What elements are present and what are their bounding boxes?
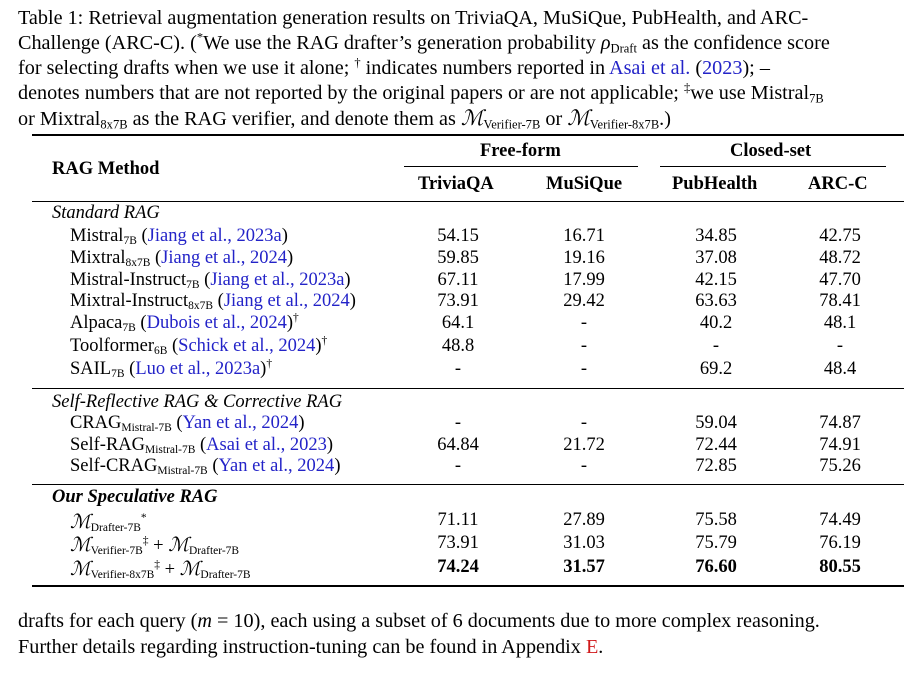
cell-arcc: 80.55	[819, 557, 861, 577]
cell-pubhealth: 69.2	[699, 359, 733, 379]
footnote-mark: *	[140, 512, 147, 525]
citation-link[interactable]: Jiang et al., 2023a	[210, 270, 345, 290]
reported-dagger-mark: †	[321, 335, 328, 348]
cell-triviaqa: 74.24	[437, 557, 479, 577]
cell-triviaqa: -	[454, 359, 462, 379]
cell-arcc: -	[836, 336, 844, 356]
closed-cmidrule	[660, 166, 886, 167]
cell-musique: 31.03	[563, 533, 605, 553]
cell-pubhealth: 40.2	[699, 313, 733, 333]
model-symbol: ℳ	[168, 533, 189, 556]
cell-arcc: 74.87	[819, 413, 861, 433]
cell-musique: 21.72	[563, 435, 605, 455]
citation-link[interactable]: Dubois et al., 2024	[146, 313, 287, 333]
top-rule	[32, 134, 904, 136]
method-name	[70, 557, 251, 581]
freeform-cmidrule	[404, 166, 638, 167]
cell-pubhealth: 72.44	[695, 435, 737, 455]
method-base-name: Mixtral	[70, 248, 126, 268]
model-subscript: Drafter-7B	[188, 545, 240, 558]
citation-link[interactable]: Schick et al., 2024	[178, 336, 316, 356]
cell-pubhealth: 72.85	[695, 456, 737, 476]
method-base-name: Self-RAG	[70, 435, 146, 455]
cell-arcc: 42.75	[819, 226, 861, 246]
table-row	[0, 226, 916, 248]
cell-pubhealth: 42.15	[695, 270, 737, 290]
header-rag-method: RAG Method	[52, 159, 160, 179]
header-arcc: ARC-C	[808, 174, 868, 194]
cell-triviaqa: 54.15	[437, 226, 479, 246]
cell-arcc: 48.72	[819, 248, 861, 268]
footnote-mark: ‡	[154, 559, 160, 572]
method-size-subscript: 7B	[111, 368, 125, 381]
body-line-1: drafts for each query (m = 10), each using a subset of 6 documents due to more complex reasoning.	[18, 610, 820, 632]
method-size-subscript: Mistral-7B	[121, 422, 172, 435]
cell-pubhealth: 63.63	[695, 291, 737, 311]
cell-pubhealth: 34.85	[695, 226, 737, 246]
header-musique: MuSiQue	[546, 174, 623, 194]
cell-pubhealth: 37.08	[695, 248, 737, 268]
body-paragraph	[18, 608, 908, 660]
caption-line-3: for selecting drafts when we use it alone; † indicates numbers reported in Asai et al. (2023); –	[18, 55, 770, 79]
model-symbol: ℳ	[70, 533, 91, 556]
cell-musique: 17.99	[563, 270, 605, 290]
method-base-name: SAIL	[70, 359, 112, 379]
table-row	[0, 510, 916, 535]
cell-arcc: 48.4	[823, 359, 857, 379]
section-rule-1	[32, 388, 904, 389]
method-name: Toolformer$_{6B}$ (Schick et al., 2024)†	[70, 335, 328, 358]
cell-triviaqa: 67.11	[437, 270, 479, 290]
bottom-rule	[32, 585, 904, 587]
model-symbol: ℳ	[179, 557, 201, 580]
method-name: Self-$CRAG_{Mistral-7B}$ (Yan et al., 2024)	[70, 456, 341, 478]
method-size-subscript: 7B	[123, 235, 137, 248]
method-base-name: Mistral-Instruct	[70, 270, 187, 290]
caption-line-5: or Mixtral$_{8x7B}$ as the RAG verifier, and denote them as ℳ$_{Verifier-7B}$ or ℳ$_{Verifier-8x7B}$.)	[18, 106, 671, 132]
method-name: Mixtral$_{8x7B}$ (Jiang et al., 2024)	[70, 248, 294, 270]
footnote-mark: ‡	[142, 535, 149, 548]
method-base-name: Toolformer	[70, 336, 154, 356]
method-size-subscript: 8x7B	[188, 300, 214, 313]
citation-link[interactable]: Yan et al., 2024	[182, 413, 299, 433]
method-size-subscript: 7B	[186, 279, 200, 292]
cell-arcc: 78.41	[819, 291, 861, 311]
table-row	[0, 359, 916, 381]
method-name	[70, 533, 239, 557]
cell-arcc: 75.26	[819, 456, 861, 476]
cell-pubhealth: -	[712, 336, 720, 356]
cell-triviaqa: -	[454, 456, 462, 476]
cell-musique: 19.16	[563, 248, 605, 268]
cell-triviaqa: 73.91	[437, 291, 479, 311]
model-subscript: Drafter-7B	[200, 569, 251, 582]
header-group-closed: Closed-set	[730, 141, 812, 161]
method-name: Mixtral-Instruct$_{8x7B}$ (Jiang et al., 2024)	[70, 291, 356, 313]
cell-arcc: 74.49	[819, 510, 861, 530]
method-size-subscript: Mistral-7B	[157, 465, 208, 478]
cell-musique: -	[580, 456, 588, 476]
cell-triviaqa: 59.85	[437, 248, 479, 268]
cell-musique: -	[580, 313, 588, 333]
section-title: Our Speculative RAG	[52, 487, 218, 507]
table-row	[0, 336, 916, 358]
cell-musique: 31.57	[563, 557, 605, 577]
caption-line-4: denotes numbers that are not reported by the original papers or are not applicable; ‡we use Mistral$_{7B}$	[18, 80, 824, 106]
cell-arcc: 48.1	[823, 313, 857, 333]
caption-line-1: Table 1: Retrieval augmentation generation results on TriviaQA, MuSiQue, PubHealth, and ARC-	[18, 7, 809, 29]
caption-line-2: Challenge (ARC-C). (*We use the RAG drafter’s generation probability $\rho_{Draft}$ as the confidence score	[18, 30, 830, 56]
cell-pubhealth: 59.04	[695, 413, 737, 433]
plus-sign: +	[148, 536, 169, 556]
table-row	[0, 435, 916, 457]
citation-link[interactable]: Jiang et al., 2024	[223, 291, 350, 311]
section-title: Self-Reflective RAG & Corrective RAG	[52, 392, 343, 412]
cell-musique: 16.71	[563, 226, 605, 246]
table-row	[0, 270, 916, 292]
appendix-reference-link[interactable]: E	[585, 636, 599, 658]
cell-musique: 27.89	[563, 510, 605, 530]
table-row	[0, 456, 916, 478]
reported-dagger-mark: †	[293, 312, 299, 325]
citation-link[interactable]: Jiang et al., 2024	[161, 248, 288, 268]
method-base-name: Alpaca	[70, 313, 123, 333]
method-name: $SAIL_{7B}$ (Luo et al., 2023a)†	[70, 358, 273, 381]
method-size-subscript: 7B	[122, 322, 136, 335]
cell-triviaqa: 64.1	[441, 313, 475, 333]
cell-musique: -	[580, 336, 588, 356]
method-base-name: CRAG	[70, 413, 122, 433]
table-row	[0, 291, 916, 313]
table-caption	[18, 6, 903, 132]
method-size-subscript: Mistral-7B	[145, 444, 196, 457]
citation-link[interactable]: Jiang et al., 2023a	[147, 226, 282, 246]
citation-link-asai-year[interactable]: 2023	[702, 57, 743, 79]
table-row	[0, 313, 916, 335]
method-name	[70, 510, 147, 534]
method-size-subscript: 6B	[153, 345, 168, 358]
cell-triviaqa: 71.11	[437, 510, 479, 530]
section-rule-2	[32, 484, 904, 485]
citation-link[interactable]: Asai et al., 2023	[206, 435, 327, 455]
table-row	[0, 557, 916, 582]
cell-triviaqa: 73.91	[437, 533, 479, 553]
model-symbol: ℳ	[70, 510, 91, 533]
method-name: Alpaca$_{7B}$ (Dubois et al., 2024)†	[70, 312, 299, 335]
cell-musique: -	[580, 359, 588, 379]
method-name: Mistral-Instruct$_{7B}$ (Jiang et al., 2023a)	[70, 270, 351, 292]
plus-sign: +	[159, 560, 180, 580]
citation-link[interactable]: Luo et al., 2023a	[135, 359, 261, 379]
cell-pubhealth: 76.60	[695, 557, 737, 577]
table-row	[0, 533, 916, 558]
cell-triviaqa: -	[454, 413, 462, 433]
method-name: Self-$RAG_{Mistral-7B}$ (Asai et al., 2023)	[70, 435, 334, 457]
cell-arcc: 47.70	[819, 270, 861, 290]
method-base-name: Self-CRAG	[70, 456, 158, 476]
model-subscript: Verifier-8x7B	[90, 569, 155, 582]
section-title: Standard RAG	[52, 203, 160, 223]
body-line-2: Further details regarding instruction-tuning can be found in Appendix E.	[18, 636, 604, 658]
header-midrule	[32, 201, 904, 202]
cell-arcc: 74.91	[819, 435, 861, 455]
table-row	[0, 413, 916, 435]
cell-pubhealth: 75.58	[695, 510, 737, 530]
citation-link[interactable]: Yan et al., 2024	[218, 456, 335, 476]
header-triviaqa: TriviaQA	[418, 174, 494, 194]
cell-triviaqa: 48.8	[441, 336, 475, 356]
method-base-name: Mistral	[70, 226, 124, 246]
cell-triviaqa: 64.84	[437, 435, 479, 455]
header-group-freeform: Free-form	[480, 141, 561, 161]
header-pubhealth: PubHealth	[672, 174, 758, 194]
method-size-subscript: 8x7B	[125, 257, 151, 270]
cell-arcc: 76.19	[819, 533, 861, 553]
method-name: $CRAG_{Mistral-7B}$ (Yan et al., 2024)	[70, 413, 305, 435]
citation-link-asai[interactable]: Asai et al.	[608, 57, 691, 79]
method-name: Mistral$_{7B}$ (Jiang et al., 2023a)	[70, 226, 288, 248]
reported-dagger-mark: †	[266, 358, 273, 371]
cell-musique: 29.42	[563, 291, 605, 311]
cell-musique: -	[580, 413, 588, 433]
table-row	[0, 248, 916, 270]
cell-pubhealth: 75.79	[695, 533, 737, 553]
model-subscript: Drafter-7B	[90, 522, 141, 535]
rho-symbol: ρ	[600, 32, 611, 54]
model-subscript: Verifier-7B	[90, 545, 143, 558]
model-symbol: ℳ	[70, 557, 91, 580]
method-base-name: Mixtral-Instruct	[70, 291, 189, 311]
